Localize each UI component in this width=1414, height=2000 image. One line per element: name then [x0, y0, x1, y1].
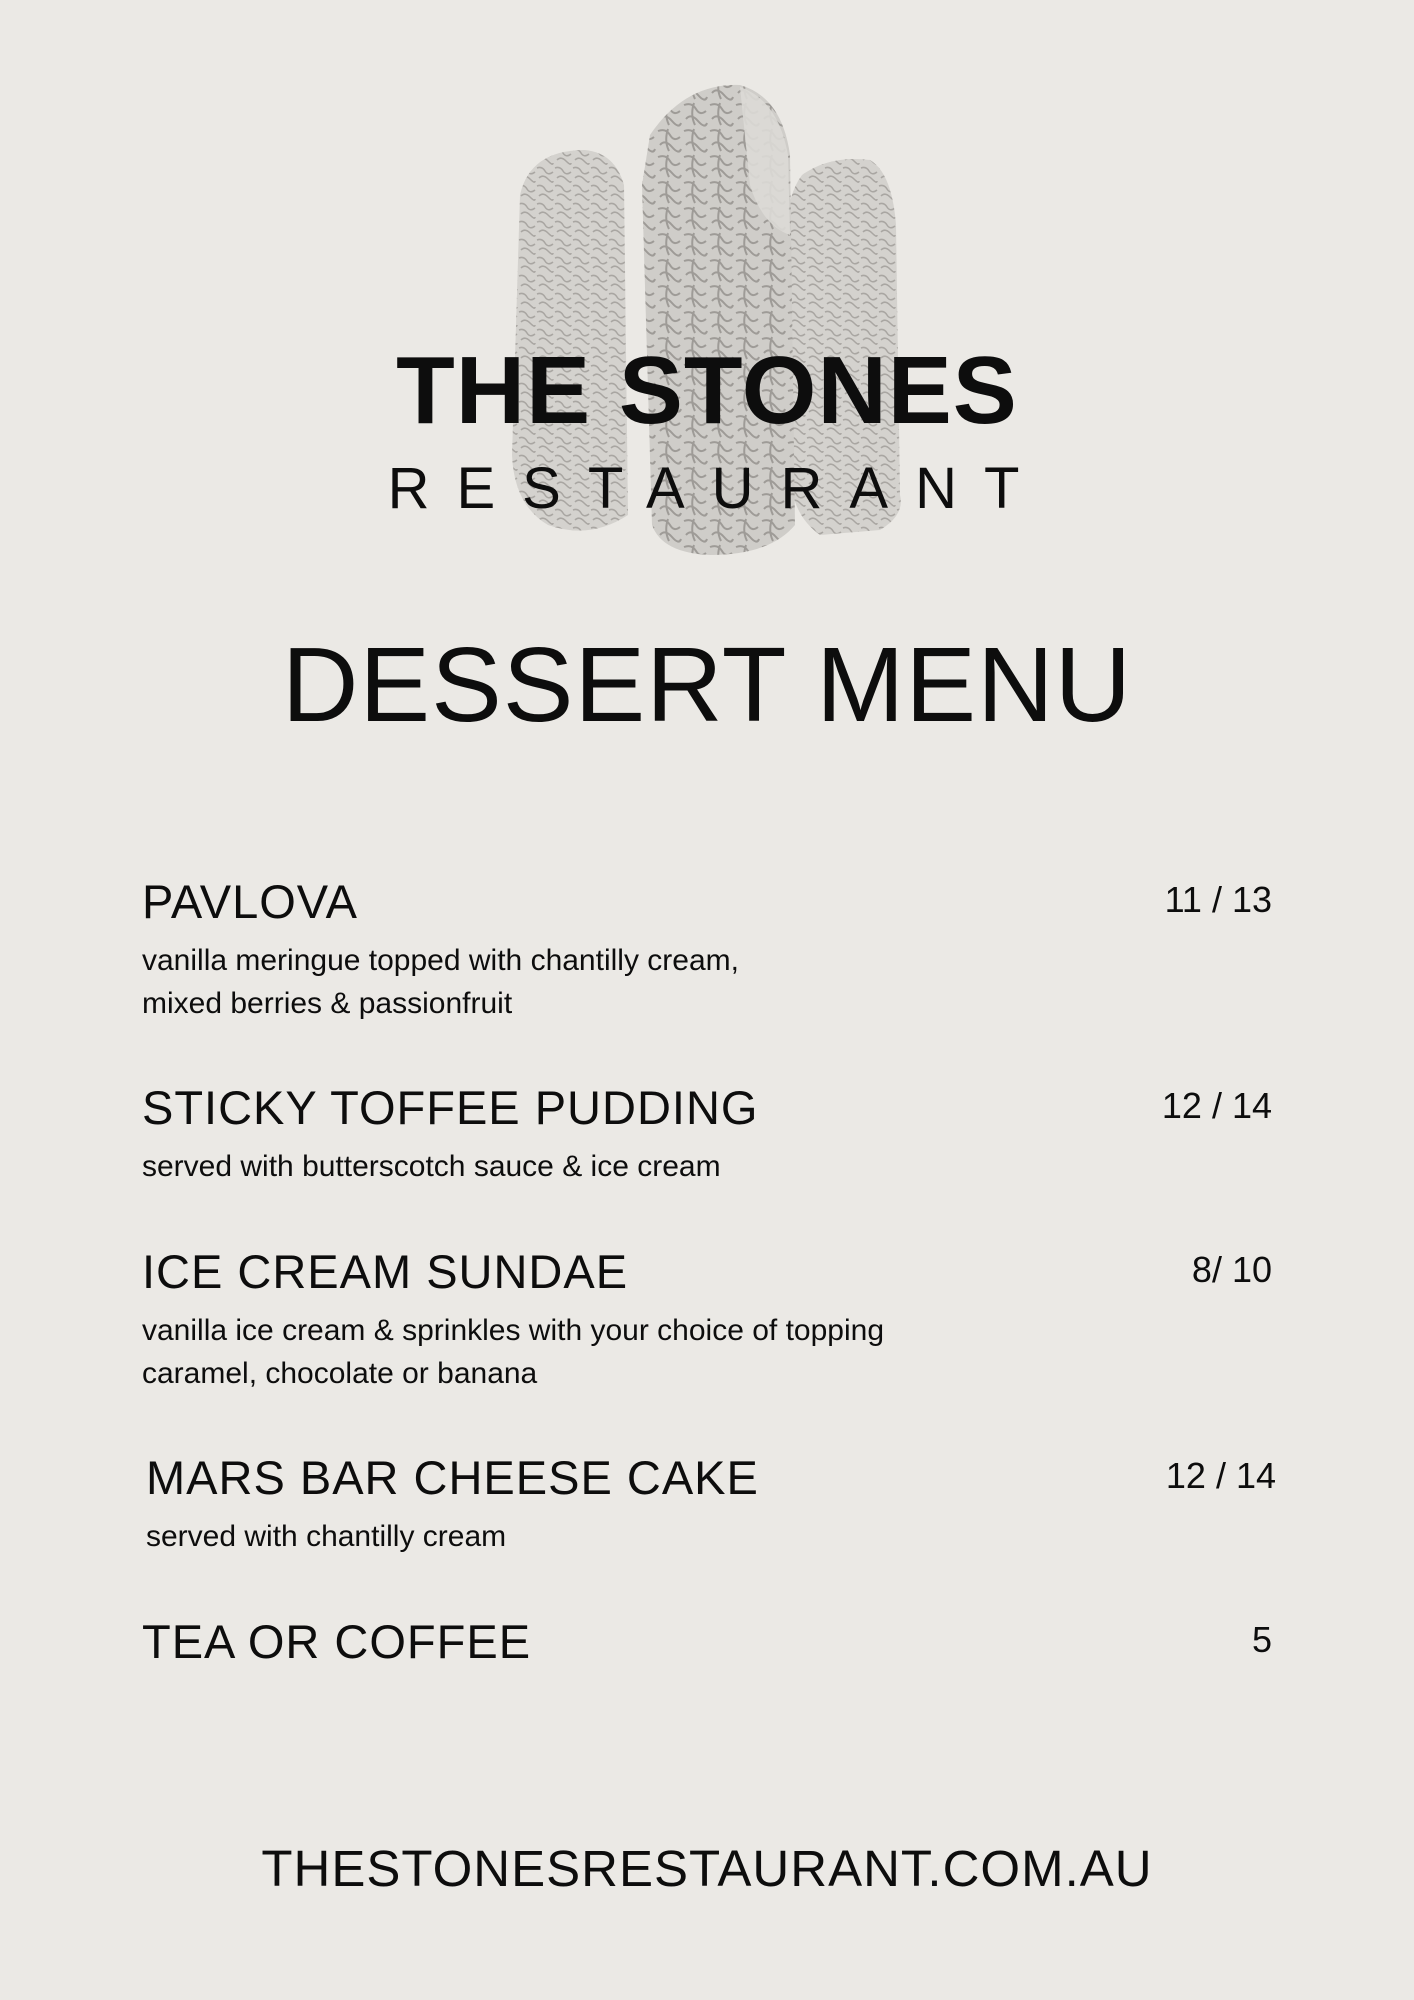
item-description-line: vanilla meringue topped with chantilly cream,: [142, 944, 739, 977]
item-description-line: vanilla ice cream & sprinkles with your choice of topping: [142, 1314, 885, 1347]
menu-item-pavlova: [142, 875, 1272, 1025]
item-description: [142, 939, 1022, 1025]
item-description: [142, 1145, 1022, 1188]
item-description: [142, 1309, 1022, 1395]
item-price: 5: [1251, 1619, 1272, 1660]
menu-item-sticky-toffee-pudding: [142, 1081, 1272, 1188]
item-price: 8/ 10: [1191, 1249, 1272, 1290]
website-url[interactable]: THESTONESRESTAURANT.COM.AU: [261, 1840, 1153, 1897]
menu-item-mars-bar-cheese-cake: [146, 1451, 1276, 1558]
item-name: PAVLOVA: [142, 875, 358, 928]
brand-subtitle: RESTAURANT: [387, 456, 1047, 521]
menu-item-tea-or-coffee: [142, 1615, 1272, 1668]
item-name: TEA OR COFFEE: [142, 1615, 532, 1668]
item-description-line: caramel, chocolate or banana: [142, 1357, 538, 1390]
item-description-line: mixed berries & passionfruit: [142, 987, 513, 1020]
brand-name: THE STONES: [396, 337, 1018, 444]
item-description: [146, 1515, 1026, 1558]
item-price: 11 / 13: [1164, 879, 1272, 920]
item-name: ICE CREAM SUNDAE: [142, 1245, 629, 1298]
menu-item-ice-cream-sundae: [142, 1245, 1272, 1395]
item-description-line: served with butterscotch sauce & ice cream: [142, 1150, 721, 1183]
logo: [0, 75, 1414, 565]
item-price: 12 / 14: [1165, 1455, 1276, 1496]
menu-title: DESSERT MENU: [281, 626, 1133, 744]
item-name: MARS BAR CHEESE CAKE: [146, 1451, 759, 1504]
item-description-line: served with chantilly cream: [146, 1520, 507, 1553]
item-price: 12 / 14: [1161, 1085, 1272, 1126]
item-name: STICKY TOFFEE PUDDING: [142, 1081, 759, 1134]
